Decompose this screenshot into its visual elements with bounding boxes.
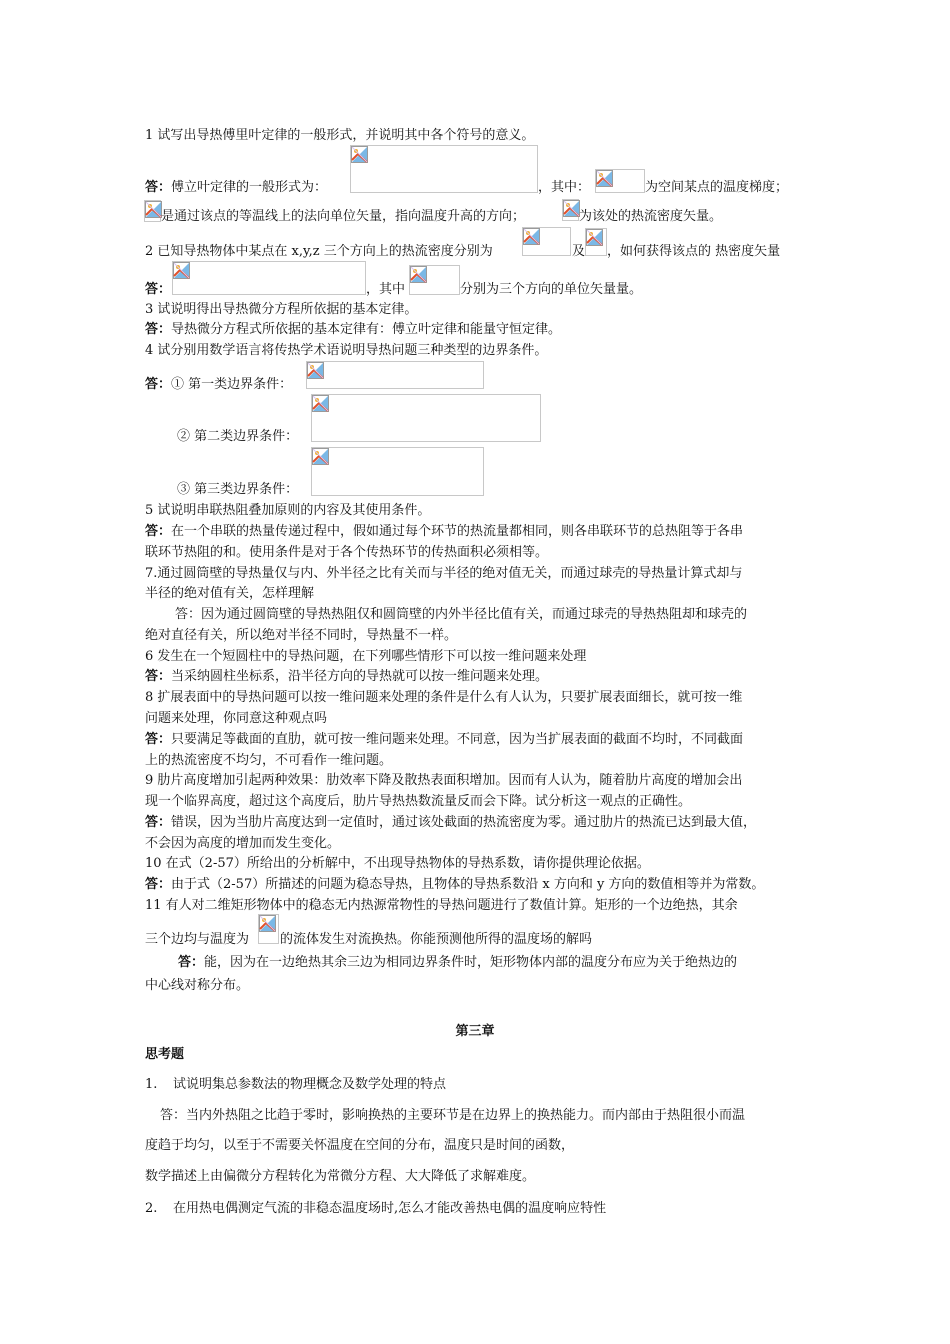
- answer-6: 答：当采纳圆柱坐标系，沿半径方向的导热就可以按一维问题来处理。: [145, 669, 549, 684]
- question-5: 5 试说明串联热阻叠加原则的内容及其使用条件。: [145, 503, 431, 518]
- answer-1-line2b: 为该处的热流密度矢量。: [579, 209, 723, 224]
- chapter-title: 第三章: [455, 1024, 495, 1039]
- question-2-part-b: 及: [572, 244, 586, 259]
- formula-image-bc2: [311, 394, 541, 442]
- question-2-part-c: ，如何获得该点的 热密度矢量: [607, 244, 781, 259]
- answer-2-label: 答：: [145, 282, 172, 297]
- question-8-line2: 问题来处理，你同意这种观点吗: [145, 711, 328, 726]
- broken-image-icon: [596, 170, 613, 187]
- broken-image-icon: [173, 262, 190, 279]
- answer-7-line2: 绝对直径有关，所以绝对半径不同时，导热量不一样。: [145, 628, 458, 643]
- answer-2-text2: 分别为三个方向的单位矢量量。: [460, 282, 643, 297]
- answer-8-line2: 上的热流密度不均匀，不可看作一维问题。: [145, 753, 393, 768]
- question-11-line1: 11 有人对二维矩形物体中的稳态无内热源常物性的导热问题进行了数值计算。矩形的一个边绝热，其余: [145, 898, 738, 913]
- answer-1-line1: 答：傅立叶定律的一般形式为：: [145, 180, 328, 195]
- answer-1-mid: ，其中：: [538, 180, 591, 195]
- question-2-part-a: 2 已知导热物体中某点在 x,y,z 三个方向上的热流密度分别为: [145, 244, 493, 259]
- formula-image-flux-vector: [172, 261, 366, 295]
- broken-image-icon: [307, 362, 324, 379]
- answer-4-cond1: 答：① 第一类边界条件：: [145, 377, 293, 392]
- formula-image-fluid-temperature: [258, 914, 279, 944]
- section-title: 思考题: [145, 1047, 185, 1062]
- broken-image-icon: [312, 448, 329, 465]
- answer-1-line2a: 是通过该点的等温线上的法向单位矢量，指向温度升高的方向；: [161, 209, 526, 224]
- answer-9-line1: 答：错误，因为当肋片高度达到一定值时，通过该处截面的热流密度为零。通过肋片的热流已达到最大值，: [145, 815, 757, 830]
- formula-image-qz: [585, 228, 607, 256]
- formula-image-gradient: [595, 169, 645, 193]
- question-10: 10 在式（2-57）所给出的分析解中，不出现导热物体的导热系数，请你提供理论依据。: [145, 856, 650, 871]
- answer-11-line1: 答：能，因为在一边绝热其余三边为相同边界条件时，矩形物体内部的温度分布应为关于绝热边的: [178, 955, 738, 970]
- question-7-line2: 半径的绝对值有关，怎样理解: [145, 586, 315, 601]
- broken-image-icon: [586, 229, 603, 246]
- chapter-item-1-answer-line1: 答：当内外热阻之比趋于零时，影响换热的主要环节是在边界上的换热能力。而内部由于热阻很小而温: [160, 1108, 746, 1123]
- chapter-item-1-number: 1.: [145, 1077, 158, 1092]
- answer-10: 答：由于式（2-57）所描述的问题为稳态导热，且物体的导热系数沿 x 方向和 y 方向的数值相等并为常数。: [145, 877, 765, 892]
- formula-image-bc1: [306, 361, 484, 389]
- answer-4-cond2: ② 第二类边界条件：: [177, 429, 299, 444]
- formula-image-unit-vectors: [409, 265, 460, 295]
- answer-7-line1: 答：因为通过圆筒壁的导热热阻仅和圆筒壁的内外半径比值有关，而通过球壳的导热热阻却和球壳的: [175, 607, 748, 622]
- question-9-line1: 9 肋片高度增加引起两种效果：肋效率下降及散热表面积增加。因而有人认为，随着肋片高度的增加会出: [145, 773, 743, 788]
- question-7-line1: 7.通过圆筒壁的导热量仅与内、外半径之比有关而与半径的绝对值无关，而通过球壳的导热量计算式却与: [145, 566, 743, 581]
- broken-image-icon: [523, 228, 540, 245]
- formula-image-qx: [522, 227, 571, 256]
- broken-image-icon: [351, 146, 368, 163]
- question-6: 6 发生在一个短圆柱中的导热问题，在下列哪些情形下可以按一维问题来处理: [145, 649, 587, 664]
- question-1: 1 试写出导热傅里叶定律的一般形式，并说明其中各个符号的意义。: [145, 128, 535, 143]
- question-3: 3 试说明得出导热微分方程所依据的基本定律。: [145, 302, 418, 317]
- answer-5-line2: 联环节热阻的和。使用条件是对于各个传热环节的传热面积必须相等。: [145, 545, 549, 560]
- broken-image-icon: [145, 201, 162, 218]
- formula-image-fourier-law: [350, 145, 538, 193]
- answer-4-cond3: ③ 第三类边界条件：: [177, 482, 299, 497]
- formula-image-bc3: [311, 447, 484, 496]
- broken-image-icon: [259, 915, 276, 932]
- chapter-item-2-question: 在用热电偶测定气流的非稳态温度场时,怎么才能改善热电偶的温度响应特性: [173, 1201, 607, 1216]
- answer-2-text1: ，其中: [366, 282, 406, 297]
- answer-9-line2: 不会因为高度的增加而发生变化。: [145, 836, 341, 851]
- formula-image-heat-flux: [562, 199, 579, 221]
- answer-3: 答：导热微分方程式所依据的基本定律有：傅立叶定律和能量守恒定律。: [145, 322, 562, 337]
- broken-image-icon: [563, 200, 580, 217]
- question-9-line2: 现一个临界高度，超过这个高度后，肋片导热热数流量反而会下降。试分析这一观点的正确性。: [145, 794, 692, 809]
- question-11-line2b: 的流体发生对流换热。你能预测他所得的温度场的解吗: [280, 932, 593, 947]
- question-8-line1: 8 扩展表面中的导热问题可以按一维问题来处理的条件是什么有人认为，只要扩展表面细长，就可按一维: [145, 690, 743, 705]
- answer-8-line1: 答：只要满足等截面的直肋，就可按一维问题来处理。不同意，因为当扩展表面的截面不均时，不同截面: [145, 732, 744, 747]
- chapter-item-1-answer-line3: 数学描述上由偏微分方程转化为常微分方程、大大降低了求解难度。: [145, 1169, 536, 1184]
- broken-image-icon: [410, 266, 427, 283]
- answer-5-line1: 答：在一个串联的热量传递过程中，假如通过每个环节的热流量都相同，则各串联环节的总热阻等于各串: [145, 524, 744, 539]
- chapter-item-1-question: 试说明集总参数法的物理概念及数学处理的特点: [173, 1077, 447, 1092]
- question-11-line2a: 三个边均与温度为: [145, 932, 250, 947]
- formula-image-normal-vector: [144, 200, 161, 222]
- answer-11-line2: 中心线对称分布。: [145, 978, 250, 993]
- question-4: 4 试分别用数学语言将传热学术语说明导热问题三种类型的边界条件。: [145, 343, 548, 358]
- answer-1-end: 为空间某点的温度梯度；: [645, 180, 789, 195]
- chapter-item-1-answer-line2: 度趋于均匀，以至于不需要关怀温度在空间的分布，温度只是时间的函数，: [145, 1138, 575, 1153]
- chapter-item-2-number: 2.: [145, 1201, 158, 1216]
- broken-image-icon: [312, 395, 329, 412]
